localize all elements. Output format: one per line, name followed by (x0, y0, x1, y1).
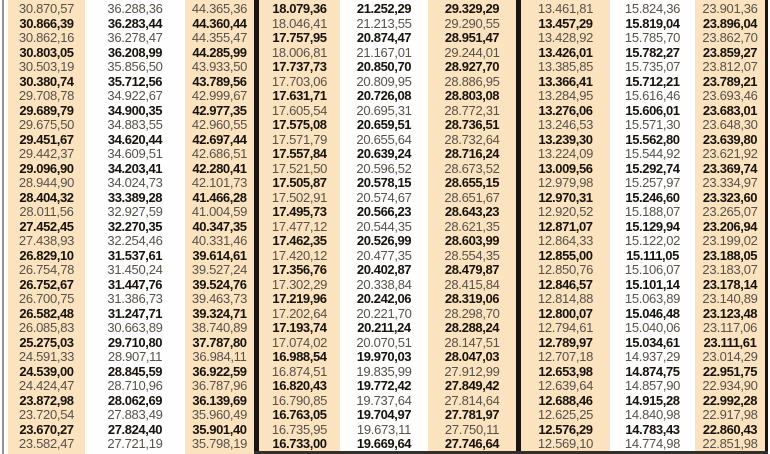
table-cell: 43.933,50 (191, 59, 248, 75)
table-cell: 23.265,07 (702, 204, 758, 220)
table-cell: 28.736,51 (444, 117, 500, 133)
table-cell: 24.424,47 (18, 378, 75, 394)
table-cell: 13.246,53 (537, 117, 594, 133)
table-cell: 26.700,75 (18, 291, 75, 307)
table-cell: 20.338,84 (356, 276, 412, 292)
table-cell: 34.203,41 (107, 160, 163, 176)
table-cell: 42.999,67 (191, 88, 248, 104)
table-cell: 30.803,05 (19, 44, 74, 60)
table-cell: 28.772,31 (444, 102, 500, 118)
table-cell: 17.219,96 (272, 291, 327, 307)
table-cell: 19.772,42 (356, 378, 412, 394)
table-cell: 28.716,24 (444, 146, 500, 162)
table-cell: 30.663,89 (107, 320, 163, 336)
table-cell: 15.544,92 (624, 146, 681, 162)
table-column-7 (521, 0, 610, 454)
table-cell: 13.276,06 (538, 102, 593, 118)
table-cell: 20.526,99 (356, 233, 412, 249)
table-cell: 41.466,28 (192, 189, 247, 205)
table-cell: 22.992,28 (702, 392, 758, 408)
left-border (2, 0, 4, 454)
table-cell: 36.139,69 (192, 392, 247, 408)
table-cell: 27.746,64 (444, 436, 500, 452)
table-cell: 39.463,73 (191, 291, 248, 307)
table-cell: 26.754,78 (18, 262, 75, 278)
table-column-6 (428, 0, 516, 454)
table-cell: 15.785,70 (624, 30, 681, 46)
table-cell: 17.737,73 (272, 59, 327, 75)
table-cell: 15.257,97 (624, 175, 681, 191)
table-cell: 27.883,49 (107, 407, 163, 423)
table-cell: 25.275,03 (19, 334, 74, 350)
table-cell: 34.922,67 (107, 88, 163, 104)
table-cell: 30.862,16 (18, 30, 75, 46)
table-cell: 20.477,35 (356, 247, 412, 263)
table-cell: 36.787,96 (191, 378, 248, 394)
table-cell: 12.688,46 (538, 392, 593, 408)
table-cell: 20.659,51 (356, 117, 412, 133)
table-cell: 12.789,97 (538, 334, 593, 350)
table-cell: 27.912,99 (444, 363, 500, 379)
table-cell: 42.686,51 (191, 146, 248, 162)
table-column-4 (259, 0, 340, 454)
table-cell: 29.096,90 (19, 160, 74, 176)
table-cell: 23.140,89 (702, 291, 758, 307)
table-cell: 28.927,70 (444, 59, 500, 75)
table-cell: 28.651,67 (444, 189, 500, 205)
table-cell: 28.951,47 (444, 30, 500, 46)
table-cell: 17.605,54 (271, 102, 328, 118)
table-cell: 28.907,11 (107, 349, 163, 365)
table-cell: 20.211,24 (357, 320, 411, 336)
table-cell: 16.733,00 (272, 436, 327, 452)
table-cell: 12.979,98 (537, 175, 594, 191)
table-cell: 15.292,74 (625, 160, 680, 176)
table-cell: 13.428,92 (537, 30, 594, 46)
table-cell: 20.070,51 (356, 334, 412, 350)
table-cell: 44.365,36 (191, 1, 248, 16)
table-cell: 44.285,99 (192, 44, 247, 60)
table-cell: 20.402,87 (356, 262, 412, 278)
table-cell: 35.712,56 (107, 73, 163, 89)
table-cell: 19.669,64 (356, 436, 412, 452)
table-cell: 28.062,69 (107, 392, 163, 408)
table-cell: 36.278,47 (107, 30, 163, 46)
table-cell: 36.288,36 (107, 1, 163, 16)
table-cell: 18.079,36 (272, 1, 327, 16)
right-border (765, 0, 768, 454)
table-cell: 24.539,00 (19, 363, 74, 379)
table-cell: 34.883,55 (107, 117, 163, 133)
table-cell: 15.606,01 (625, 102, 680, 118)
table-column-5 (340, 0, 428, 454)
table-cell: 28.803,08 (444, 88, 500, 104)
table-cell: 20.596,52 (356, 160, 412, 176)
table-cell: 34.900,35 (107, 102, 163, 118)
table-cell: 26.752,67 (19, 276, 74, 292)
table-cell: 28.845,59 (107, 363, 163, 379)
table-cell: 28.554,35 (444, 247, 500, 263)
table-cell: 15.034,61 (625, 334, 680, 350)
table-cell: 17.302,29 (271, 276, 328, 292)
table-cell: 16.735,95 (271, 421, 328, 437)
table-cell: 29.675,50 (18, 117, 75, 133)
table-cell: 36.922,59 (192, 363, 247, 379)
table-cell: 17.202,64 (271, 305, 328, 321)
table-cell: 17.575,08 (272, 117, 327, 133)
table-cell: 15.246,60 (625, 189, 680, 205)
table-cell: 16.988,54 (272, 349, 327, 365)
table-column-9 (695, 0, 765, 454)
table-cell: 15.101,14 (625, 276, 680, 292)
table-cell: 20.544,35 (356, 218, 412, 234)
table-cell: 14.937,29 (624, 349, 681, 365)
table-cell: 21.213,55 (356, 15, 412, 31)
table-cell: 17.571,79 (271, 131, 328, 147)
table-cell: 28.655,15 (444, 175, 500, 191)
table-cell: 13.457,29 (538, 15, 593, 31)
table-cell: 13.366,41 (538, 73, 593, 89)
table-cell: 13.426,01 (538, 44, 593, 60)
table-cell: 15.122,02 (624, 233, 681, 249)
table-cell: 29.290,55 (444, 15, 500, 31)
table-cell: 17.502,91 (271, 189, 328, 205)
table-cell: 20.850,70 (356, 59, 412, 75)
table-cell: 15.040,06 (624, 320, 681, 336)
table-cell: 31.386,73 (107, 291, 163, 307)
table-cell: 27.750,11 (444, 421, 500, 437)
table-cell: 41.004,59 (191, 204, 248, 220)
table-cell: 17.074,02 (271, 334, 328, 350)
table-cell: 30.870,57 (18, 1, 75, 16)
table-cell: 15.111,05 (626, 247, 679, 263)
table-column-8 (610, 0, 695, 454)
table-cell: 12.800,07 (538, 305, 593, 321)
table-cell: 29.708,78 (18, 88, 75, 104)
table-cell: 17.521,50 (271, 160, 328, 176)
table-cell: 24.591,33 (18, 349, 75, 365)
table-cell: 22.934,90 (702, 378, 758, 394)
table-cell: 23.872,98 (19, 392, 74, 408)
table-cell: 12.864,33 (537, 233, 594, 249)
table-cell: 36.984,11 (192, 349, 247, 365)
table-cell: 23.323,60 (702, 189, 758, 205)
table-cell: 20.655,64 (356, 131, 412, 147)
table-cell: 12.794,61 (537, 320, 594, 336)
table-cell: 33.389,28 (107, 189, 163, 205)
table-cell: 23.896,04 (702, 15, 758, 31)
table-cell: 17.420,12 (271, 247, 328, 263)
table-cell: 27.721,19 (107, 436, 163, 452)
table-cell: 23.123,48 (702, 305, 758, 321)
table-cell: 18.046,41 (271, 15, 328, 31)
table-cell: 14.783,43 (625, 421, 680, 437)
table-cell: 29.329,29 (444, 1, 500, 16)
table-cell: 38.740,89 (191, 320, 248, 336)
table-cell: 23.117,06 (702, 320, 758, 336)
table-cell: 44.360,44 (192, 15, 247, 31)
table-cell: 34.609,51 (107, 146, 163, 162)
table-cell: 15.571,30 (624, 117, 681, 133)
table-cell: 23.812,07 (702, 59, 758, 75)
table-cell: 28.643,23 (444, 204, 500, 220)
table-cell: 12.970,31 (538, 189, 593, 205)
table-cell: 15.106,07 (624, 262, 681, 278)
table-cell: 23.014,29 (702, 349, 758, 365)
table-cell: 23.188,05 (702, 247, 758, 263)
table-cell: 12.814,88 (537, 291, 594, 307)
table-cell: 28.288,24 (444, 320, 500, 336)
table-cell: 28.319,06 (444, 291, 500, 307)
table-cell: 35.798,19 (191, 436, 248, 452)
table-cell: 32.254,46 (107, 233, 163, 249)
table-cell: 30.866,39 (19, 15, 74, 31)
table-cell: 23.901,36 (702, 1, 758, 16)
table-cell: 27.438,93 (18, 233, 75, 249)
table-cell: 26.582,48 (19, 305, 74, 321)
table-cell: 17.631,71 (272, 88, 327, 104)
table-cell: 17.505,87 (272, 175, 327, 191)
table-cell: 40.347,35 (192, 218, 247, 234)
table-cell: 15.188,07 (624, 204, 681, 220)
table-cell: 16.763,05 (272, 407, 327, 423)
table-cell: 17.193,74 (272, 320, 327, 336)
table-cell: 28.479,87 (444, 262, 500, 278)
table-cell: 32.270,35 (107, 218, 163, 234)
table-cell: 31.450,24 (107, 262, 163, 278)
table-cell: 20.566,23 (356, 204, 412, 220)
table-cell: 23.683,01 (702, 102, 758, 118)
table-cell: 23.199,02 (702, 233, 758, 249)
table-cell: 22.851,98 (702, 436, 758, 452)
table-cell: 28.732,64 (444, 131, 500, 147)
table-cell: 19.673,11 (356, 421, 412, 437)
table-cell: 15.782,27 (625, 44, 680, 60)
table-cell: 22.860,43 (702, 421, 758, 437)
table-cell: 15.819,04 (625, 15, 680, 31)
table-cell: 23.334,97 (702, 175, 758, 191)
table-cell: 28.298,70 (444, 305, 500, 321)
table-cell: 43.789,56 (192, 73, 247, 89)
table-cell: 21.167,01 (356, 44, 412, 60)
table-cell: 23.206,94 (702, 218, 758, 234)
table-cell: 23.693,46 (702, 88, 758, 104)
table-cell: 20.574,67 (356, 189, 412, 205)
table-cell: 20.221,70 (356, 305, 412, 321)
table-cell: 28.047,03 (444, 349, 500, 365)
table-cell: 28.886,95 (444, 73, 500, 89)
table-cell: 36.283,44 (107, 15, 163, 31)
table-cell: 20.639,24 (356, 146, 412, 162)
table-cell: 12.920,52 (537, 204, 594, 220)
table-cell: 23.789,21 (702, 73, 758, 89)
table-cell: 29.710,80 (107, 334, 163, 350)
table-cell: 23.183,07 (702, 262, 758, 278)
table-cell: 31.537,61 (107, 247, 163, 263)
table-cell: 29.442,37 (18, 146, 75, 162)
table-cell: 28.011,56 (19, 204, 74, 220)
table-cell: 39.527,24 (191, 262, 248, 278)
table-cell: 17.356,76 (272, 262, 327, 278)
table-cell: 30.503,19 (18, 59, 75, 75)
table-cell: 15.129,94 (625, 218, 680, 234)
table-cell: 12.639,64 (537, 378, 594, 394)
table-cell: 42.697,44 (192, 131, 247, 147)
table-column-3 (185, 0, 254, 454)
table-cell: 13.461,81 (537, 1, 594, 16)
table-cell: 20.578,15 (356, 175, 412, 191)
table-cell: 14.857,90 (624, 378, 681, 394)
table-cell: 15.735,07 (624, 59, 681, 75)
table-cell: 17.557,84 (272, 146, 327, 162)
table-cell: 23.111,61 (703, 334, 757, 350)
table-cell: 23.639,80 (702, 131, 758, 147)
table-cell: 15.824,36 (624, 1, 681, 16)
table-cell: 35.856,50 (107, 59, 163, 75)
table-cell: 28.944,90 (18, 175, 75, 191)
table-cell: 28.415,84 (444, 276, 500, 292)
table-cell: 19.970,03 (356, 349, 412, 365)
table-cell: 21.252,29 (356, 1, 412, 16)
table-cell: 23.582,47 (18, 436, 75, 452)
table-cell: 12.855,00 (538, 247, 593, 263)
table-cell: 27.849,42 (444, 378, 500, 394)
table-cell: 17.495,73 (272, 204, 327, 220)
table-cell: 34.024,73 (107, 175, 163, 191)
table-cell: 19.704,97 (356, 407, 412, 423)
table-cell: 30.380,74 (19, 73, 74, 89)
table-cell: 26.829,10 (19, 247, 74, 263)
table-cell: 23.862,70 (702, 30, 758, 46)
table-cell: 27.781,97 (444, 407, 500, 423)
table-cell: 35.901,40 (192, 421, 247, 437)
table-cell: 23.648,30 (702, 117, 758, 133)
table-cell: 13.224,09 (537, 146, 594, 162)
table-cell: 23.621,92 (702, 146, 758, 162)
table-cell: 19.835,99 (356, 363, 412, 379)
table-cell: 14.774,98 (624, 436, 681, 452)
table-cell: 16.820,43 (272, 378, 327, 394)
table-cell: 26.085,83 (18, 320, 75, 336)
table-cell: 20.726,08 (356, 88, 412, 104)
table-cell: 12.625,25 (537, 407, 594, 423)
table-cell: 12.576,29 (538, 421, 593, 437)
table-cell: 42.960,55 (191, 117, 248, 133)
table-cell: 27.814,64 (444, 392, 500, 408)
table-cell: 39.614,61 (192, 247, 247, 263)
table-cell: 18.006,81 (271, 44, 328, 60)
table-cell: 12.871,07 (538, 218, 593, 234)
table-cell: 22.951,75 (702, 363, 758, 379)
table-cell: 42.977,35 (192, 102, 247, 118)
table-cell: 23.859,27 (702, 44, 758, 60)
table-column-1 (8, 0, 85, 454)
table-cell: 28.621,35 (444, 218, 500, 234)
table-cell: 13.239,30 (538, 131, 593, 147)
table-cell: 42.101,73 (191, 175, 248, 191)
table-cell: 14.874,75 (625, 363, 680, 379)
table-cell: 23.369,74 (702, 160, 758, 176)
table-cell: 39.524,76 (192, 276, 247, 292)
table-cell: 20.874,47 (356, 30, 412, 46)
table-cell: 35.960,49 (191, 407, 248, 423)
table-cell: 19.737,64 (356, 392, 412, 408)
table-cell: 17.703,06 (271, 73, 328, 89)
table-cell: 44.355,47 (191, 30, 248, 46)
table-cell: 28.673,52 (444, 160, 500, 176)
table-cell: 27.452,45 (19, 218, 74, 234)
table-cell: 27.824,40 (107, 421, 163, 437)
table-cell: 14.840,98 (624, 407, 681, 423)
table-cell: 13.009,56 (538, 160, 593, 176)
table-cell: 15.046,48 (625, 305, 680, 321)
table-cell: 28.603,99 (444, 233, 500, 249)
table-cell: 40.331,46 (191, 233, 248, 249)
table-cell: 17.757,95 (272, 30, 327, 46)
table-cell: 17.477,12 (271, 218, 328, 234)
table-cell: 31.247,71 (107, 305, 163, 321)
table-cell: 12.707,18 (537, 349, 594, 365)
table-cell: 20.695,31 (356, 102, 412, 118)
table-column-2 (85, 0, 185, 454)
table-cell: 42.280,41 (192, 160, 247, 176)
table-cell: 15.616,46 (624, 88, 681, 104)
table-cell: 20.809,95 (356, 73, 412, 89)
table-cell: 15.712,21 (625, 73, 680, 89)
table-cell: 36.208,99 (107, 44, 163, 60)
table-cell: 22.917,98 (702, 407, 758, 423)
table-cell: 23.720,54 (18, 407, 75, 423)
table-cell: 29.244,01 (444, 44, 500, 60)
table-cell: 34.620,44 (107, 131, 163, 147)
table-cell: 28.710,96 (107, 378, 163, 394)
table-cell: 12.850,76 (537, 262, 594, 278)
table-cell: 20.242,06 (356, 291, 412, 307)
table-cell: 17.462,35 (272, 233, 327, 249)
table-cell: 28.147,51 (444, 334, 500, 350)
table-cell: 23.670,27 (19, 421, 74, 437)
table-cell: 23.178,14 (702, 276, 758, 292)
table-cell: 14.915,28 (625, 392, 680, 408)
table-cell: 31.447,76 (107, 276, 163, 292)
table-cell: 15.562,80 (625, 131, 680, 147)
table-cell: 29.451,67 (19, 131, 74, 147)
table-cell: 12.653,98 (538, 363, 593, 379)
table-cell: 29.689,79 (19, 102, 74, 118)
table-cell: 13.284,95 (537, 88, 594, 104)
table-cell: 13.385,85 (537, 59, 594, 75)
table-cell: 12.846,57 (538, 276, 593, 292)
table-cell: 32.927,59 (107, 204, 163, 220)
table-cell: 15.063,89 (624, 291, 681, 307)
table-cell: 16.790,85 (271, 392, 328, 408)
table-cell: 12.569,10 (537, 436, 594, 452)
table-cell: 16.874,51 (271, 363, 328, 379)
table-cell: 28.404,32 (19, 189, 74, 205)
table-cell: 39.324,71 (192, 305, 247, 321)
table-cell: 37.787,80 (192, 334, 247, 350)
